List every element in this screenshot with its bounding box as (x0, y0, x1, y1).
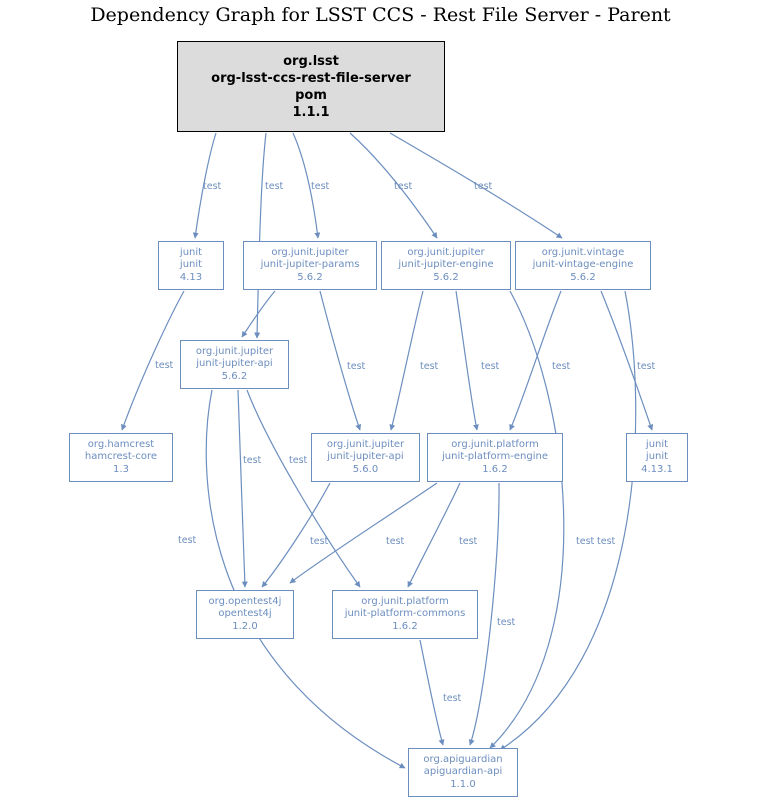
dependency-node-root[interactable] (177, 41, 445, 132)
node-artifact: junit-jupiter-api (196, 358, 273, 370)
dependency-edge (456, 291, 477, 430)
node-version: 1.3 (113, 463, 129, 475)
dependency-edge (122, 291, 184, 430)
edge-scope-label: test (597, 536, 616, 547)
dependency-edge (242, 291, 275, 337)
node-version: 1.1.0 (450, 778, 476, 790)
node-artifact: junit (645, 451, 669, 463)
node-version: 4.13.1 (641, 463, 673, 475)
edge-scope-label: test (497, 617, 516, 628)
edge-scope-label: test (178, 535, 197, 546)
node-version: 1.2.0 (232, 620, 258, 632)
node-group: org.junit.jupiter (326, 438, 405, 450)
dependency-node-jupiter-params[interactable] (243, 241, 377, 290)
node-version: 4.13 (179, 271, 203, 283)
edge-scope-label: test (443, 693, 462, 704)
dependency-node-apiguardian[interactable] (408, 748, 518, 797)
node-artifact: junit-jupiter-params (260, 259, 360, 271)
node-artifact: junit-jupiter-api (327, 451, 404, 463)
dependency-node-opentest4j[interactable] (196, 590, 294, 639)
node-version: 1.6.2 (482, 463, 508, 475)
node-artifact: junit (179, 259, 203, 271)
node-group: org.junit.jupiter (195, 345, 274, 357)
node-group: org.lsst (283, 53, 339, 69)
dependency-node-jupiter-api-560[interactable] (311, 433, 420, 482)
edge-scope-label: test (576, 536, 595, 547)
dependency-node-platform-engine[interactable] (427, 433, 563, 482)
dependency-edge (391, 291, 423, 430)
node-group: org.junit.jupiter (407, 246, 485, 258)
edge-scope-label: test (386, 536, 405, 547)
node-artifact: apiguardian-api (423, 766, 503, 778)
edge-scope-label: test (420, 361, 439, 372)
dependency-edge (500, 291, 636, 750)
node-artifact: junit-vintage-engine (532, 259, 634, 271)
dependency-node-junit413[interactable] (158, 241, 224, 290)
node-group: org.hamcrest (87, 438, 155, 450)
node-group: org.junit.vintage (541, 246, 625, 258)
edge-scope-label: test (459, 536, 478, 547)
node-version: 5.6.2 (570, 271, 596, 283)
dependency-edge (490, 291, 564, 748)
node-group: org.junit.jupiter (271, 246, 349, 258)
node-version: 5.6.2 (433, 271, 459, 283)
page-title: Dependency Graph for LSST CCS - Rest File Server - Parent (90, 4, 671, 26)
node-version: 5.6.2 (297, 271, 323, 283)
node-artifact: org-lsst-ccs-rest-file-server (211, 70, 411, 86)
node-group: org.apiguardian (423, 753, 503, 765)
node-group: junit (179, 246, 203, 258)
edge-scope-label: test (552, 361, 571, 372)
dependency-edge (257, 133, 266, 338)
edge-scope-label: test (289, 455, 308, 466)
edge-scope-label: test (243, 455, 262, 466)
dependency-node-jupiter-api-562[interactable] (180, 340, 289, 389)
node-version: 5.6.0 (352, 463, 379, 475)
node-packaging: pom (295, 87, 327, 103)
dependency-edge (290, 483, 437, 583)
edge-scope-label: test (203, 181, 222, 192)
edge-scope-label: test (347, 361, 366, 372)
node-artifact: hamcrest-core (84, 451, 158, 463)
edge-scope-label: test (155, 360, 174, 371)
dependency-node-hamcrest[interactable] (69, 433, 173, 482)
edge-scope-label: test (637, 361, 656, 372)
dependency-edge (247, 390, 360, 587)
edge-scope-label: test (394, 181, 413, 192)
node-artifact: junit-platform-commons (344, 608, 466, 620)
node-version: 1.1.1 (292, 104, 330, 120)
node-artifact: junit-platform-engine (442, 451, 548, 463)
edge-scope-label: test (481, 361, 500, 372)
edge-scope-label: test (265, 181, 284, 192)
node-artifact: opentest4j (218, 608, 272, 620)
dependency-edge (408, 483, 460, 587)
node-artifact: junit-jupiter-engine (398, 259, 494, 271)
node-group: junit (645, 438, 669, 450)
dependency-node-platform-commons[interactable] (332, 590, 478, 639)
dependency-edge (238, 390, 245, 587)
dependency-edge (262, 483, 330, 587)
dependency-edge (420, 640, 443, 745)
node-version: 1.6.2 (392, 620, 418, 632)
node-version: 5.6.2 (221, 370, 248, 382)
node-group: org.opentest4j (208, 595, 282, 607)
dependency-node-junit4131[interactable] (626, 433, 688, 482)
edge-scope-label: test (311, 181, 330, 192)
edge-scope-label: test (310, 536, 329, 547)
node-group: org.junit.platform (361, 595, 449, 607)
node-group: org.junit.platform (451, 438, 539, 450)
dependency-node-jupiter-engine[interactable] (381, 241, 511, 290)
dependency-node-vintage-engine[interactable] (515, 241, 651, 290)
edge-scope-label: test (474, 181, 493, 192)
